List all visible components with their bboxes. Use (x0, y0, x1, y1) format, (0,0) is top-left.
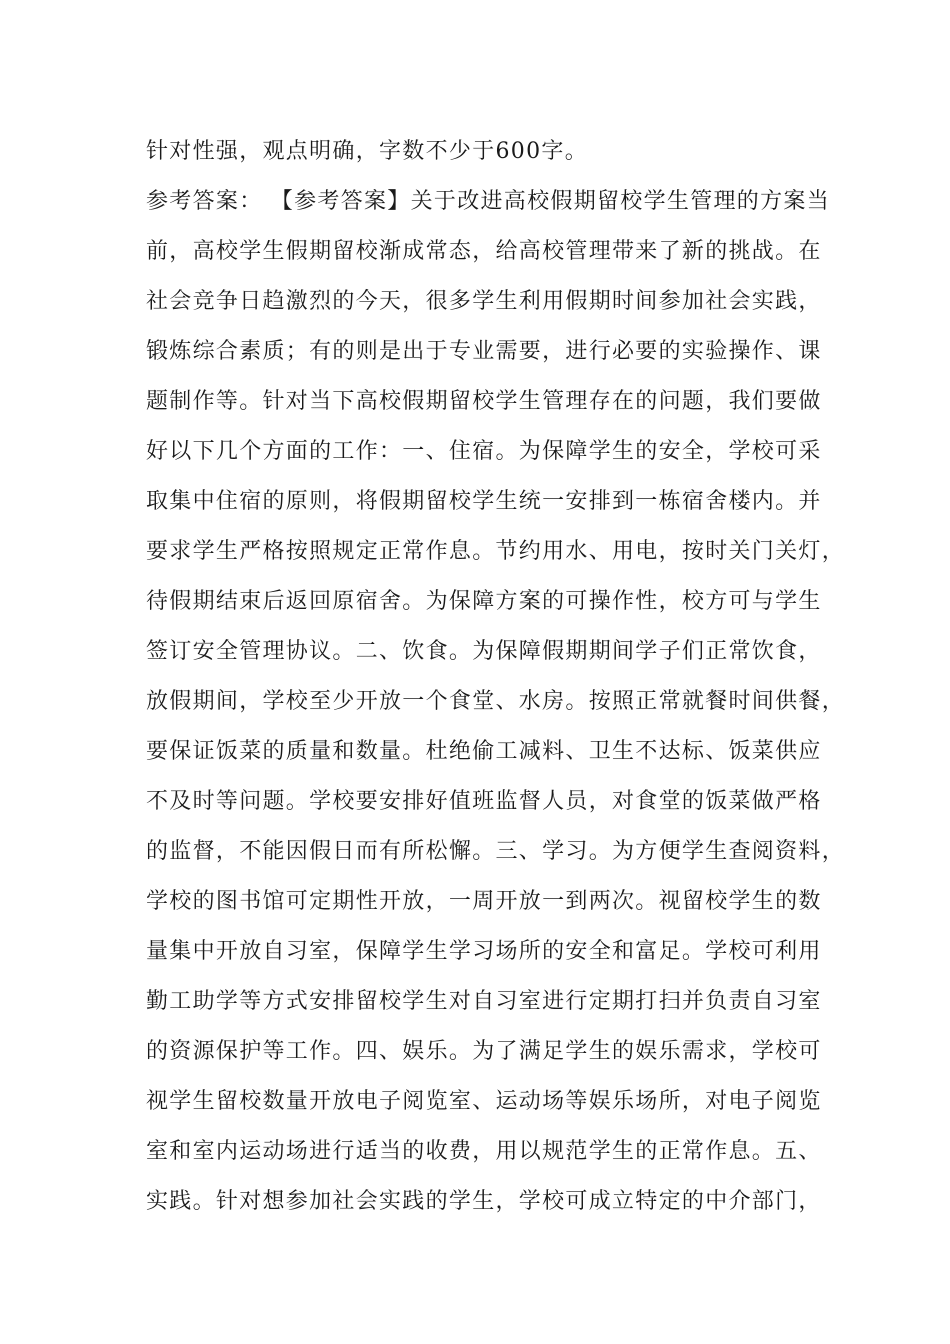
text-line: 社会竞争日趋激烈的今天，很多学生利用假期时间参加社会实践， (146, 289, 822, 314)
text-line: 锻炼综合素质；有的则是出于专业需要，进行必要的实验操作、课 (146, 339, 822, 364)
text-line: 的资源保护等工作。四、娱乐。为了满足学生的娱乐需求，学校可 (146, 1039, 822, 1064)
text-line: 放假期间，学校至少开放一个食堂、水房。按照正常就餐时间供餐， (146, 689, 846, 714)
text-line: 取集中住宿的原则，将假期留校学生统一安排到一栋宿舍楼内。并 (146, 489, 822, 514)
text-line: 不及时等问题。学校要安排好值班监督人员，对食堂的饭菜做严格 (146, 789, 822, 814)
text-line: 勤工助学等方式安排留校学生对自习室进行定期打扫并负责自习室 (146, 989, 822, 1014)
text-line: 学校的图书馆可定期性开放，一周开放一到两次。视留校学生的数 (146, 889, 822, 914)
text-line: 针对性强，观点明确，字数不少于600字。 (146, 139, 588, 164)
text-line: 要保证饭菜的质量和数量。杜绝偷工减料、卫生不达标、饭菜供应 (146, 739, 822, 764)
text-line: 题制作等。针对当下高校假期留校学生管理存在的问题，我们要做 (146, 389, 822, 414)
text-line: 要求学生严格按照规定正常作息。节约用水、用电，按时关门关灯， (146, 539, 846, 564)
text-line: 室和室内运动场进行适当的收费，用以规范学生的正常作息。五、 (146, 1139, 822, 1164)
text-line: 量集中开放自习室，保障学生学习场所的安全和富足。学校可利用 (146, 939, 822, 964)
text-line: 的监督，不能因假日而有所松懈。三、学习。为方便学生查阅资料， (146, 839, 846, 864)
text-line: 好以下几个方面的工作：一、住宿。为保障学生的安全，学校可采 (146, 439, 822, 464)
text-line: 视学生留校数量开放电子阅览室、运动场等娱乐场所，对电子阅览 (146, 1089, 822, 1114)
text-line: 参考答案： 【参考答案】关于改进高校假期留校学生管理的方案当 (146, 189, 830, 214)
text-line: 实践。针对想参加社会实践的学生，学校可成立特定的中介部门， (146, 1189, 822, 1214)
text-line: 签订安全管理协议。二、饮食。为保障假期期间学子们正常饮食， (146, 639, 822, 664)
text-line: 待假期结束后返回原宿舍。为保障方案的可操作性，校方可与学生 (146, 589, 822, 614)
text-line: 前，高校学生假期留校渐成常态，给高校管理带来了新的挑战。在 (146, 239, 822, 264)
